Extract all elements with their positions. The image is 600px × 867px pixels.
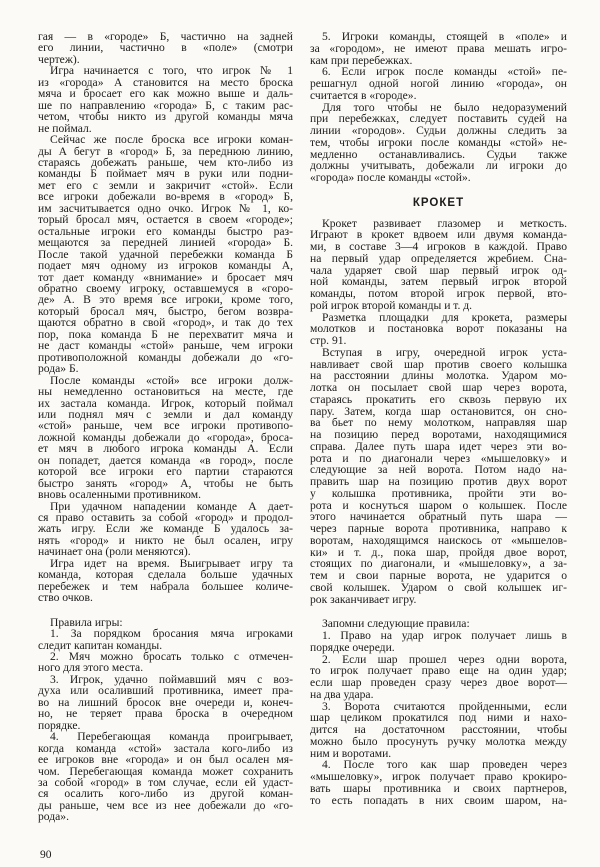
text-line: все игроки добежали во-время в «город» Б, (38, 190, 293, 204)
text-line: 1. Право на удар игрок получает лишь в (322, 629, 567, 642)
text-line: у колышка противника, пройти эти во- (310, 486, 567, 500)
text-line: ной команды, затем первый игрок второй (310, 275, 567, 289)
text-line: вать шары противника и своих партнеров, (310, 781, 567, 795)
text-line: справа. Далее путь шара идет через эти во- (310, 439, 567, 453)
text-section (38, 31, 293, 604)
text-line: рок заканчивает игру. (310, 592, 417, 606)
text-line: При удачном нападении команде А дает- (50, 499, 293, 513)
text-line: должны учитывать, добежали ли игроки до (310, 159, 567, 173)
text-line: 3. Игрок, удачно поймавший мяч с воз- (50, 672, 293, 686)
text-line: свой колышек. Ударом о свой колышек иг- (310, 580, 567, 594)
text-line: ше по направлению «города» Б, с таким рас- (38, 98, 293, 112)
text-line: рота и коснуться шаром о колышек. После (310, 498, 567, 512)
text-line: на позицию перед воротами, находящимися (310, 428, 567, 441)
paragraph (310, 312, 567, 347)
text-line: или поднял мяч с земли и дал команду (38, 407, 293, 421)
text-line: команды Б поймает мяч в руки или подни- (38, 167, 293, 181)
text-line: быстро занять «город» А, чтобы не быть (38, 476, 293, 490)
text-line: Крокет развивает глазомер и меткость. (322, 216, 567, 230)
text-line: перебежек и тем набрала большее количе- (38, 579, 293, 593)
text-line: если шар проведен сразу через двое ворот— (310, 676, 567, 689)
paragraph (38, 731, 293, 823)
text-line: духа или осаливший противника, имеет пра- (38, 684, 293, 698)
text-line: стараясь добежать раньше, чем кто-либо из (38, 155, 293, 169)
text-line: этого начинается обратный путь шара — (310, 510, 567, 524)
text-line: Для того чтобы не было недоразумений (322, 100, 567, 114)
text-line: остальные игроки его команды быстро раз- (38, 224, 293, 238)
text-line: мещаются за передней линией «города» Б. (38, 236, 293, 250)
text-line: во на лишний бросок вне очереди и, конеч- (38, 695, 293, 709)
text-section (310, 198, 567, 606)
paragraph (310, 102, 567, 184)
text-line: вновь осаленными противником. (38, 488, 201, 502)
text-line: их застала команда. Игрок, который поймал (38, 396, 293, 410)
text-line: нять «город» и никто не был осален, игру (38, 533, 293, 547)
text-line: но, не теряет права броска в очередном (38, 707, 293, 721)
text-line: 2. Мяч можно бросать только с отмечен- (50, 650, 293, 664)
text-line: когда команда «стой» застала кого-либо из (38, 741, 293, 755)
text-line: которой все игроки его партии стараются (38, 465, 293, 479)
text-line: чертеж). (38, 52, 80, 66)
text-line: пару. Затем, когда шар остановится, он сно- (310, 404, 567, 418)
text-line: кам при перебежках. (310, 53, 413, 67)
text-line: шар целиком прокатился под ними и нахо- (310, 711, 567, 725)
paragraph (38, 65, 293, 134)
text-line: линии «городов». Судьи должны следить за (310, 124, 567, 137)
text-line: дится на достаточном расстоянии, чтобы (310, 723, 567, 736)
text-line: ного для этого места. (38, 661, 144, 675)
text-section (310, 618, 567, 806)
text-line: чала ударяет свой шар первый игрок од- (310, 263, 567, 277)
text-line: тот дает команду «внимание» и бросает мяч (38, 270, 293, 284)
text-line: пор, пока команда Б не перехватит мяча и (38, 327, 293, 341)
text-line: Игра начинается с того, что игрок № 1 (50, 64, 293, 78)
text-line: из «города» А становится на место броска (38, 75, 293, 89)
paragraph (38, 674, 293, 731)
text-line: можно было просунуть ручку молотка между (310, 734, 567, 748)
text-line: следующие за ней ворота. Потом надо на- (310, 463, 567, 477)
text-line: Играют в крокет вдвоем или двумя команда- (310, 228, 567, 242)
text-line: После такой удачной перебежки команда Б (38, 247, 293, 261)
text-line: 6. Если игрок после команды «стой» пе- (322, 65, 567, 79)
text-line: порядке очереди. (310, 640, 395, 654)
text-line: считается в «городе». (310, 88, 417, 102)
text-line: «стой» раньше, чем все игроки противопо- (38, 419, 293, 433)
text-line: ним и воротами. (310, 746, 392, 760)
text-line: де» А. В это время все игроки, кроме того, (38, 293, 293, 307)
text-line: щаются обратно в свой «город», и так до тех (38, 316, 293, 330)
text-line: Запомни следующие правила: (322, 617, 470, 631)
text-line: 5. Игроки команды, стоящей в «поле» и (322, 30, 567, 43)
paragraph (38, 375, 293, 501)
text-line: обратно своему игроку, оставшемуся в «горо- (38, 281, 293, 295)
text-line: при перебежках, следует поставить судей на (310, 112, 567, 126)
text-line: начинает она (роли меняются). (38, 545, 191, 559)
text-line: Вступая в игру, очередной игрок уста- (322, 345, 567, 359)
paragraph (310, 347, 567, 606)
text-line: команда, которая сделала больше удачных (38, 568, 293, 582)
text-line: жать игру. Если же команде Б удалось за- (38, 522, 293, 536)
text-line: рой игрок второй команды и т. д. (310, 298, 473, 312)
page-number: 90 (40, 849, 52, 861)
text-line: рода» Б. (38, 362, 79, 376)
text-line: им засчитывается одно очко. Игрок № 1, ко- (38, 201, 293, 215)
text-line: следит капитан команды. (38, 638, 163, 652)
paragraph (310, 66, 567, 101)
text-section (38, 617, 293, 823)
text-line: мяча и бросает его как можно выше и даль- (38, 87, 293, 101)
text-line: мет его с земли и закричит «стой». Если (38, 178, 293, 192)
text-line: 4. Перебегающая команда проигрывает, (50, 730, 293, 744)
paragraph (38, 558, 293, 604)
left-column (38, 31, 293, 823)
paragraph (310, 31, 567, 66)
text-line: навливает свой шар против своего колышка (310, 357, 567, 371)
text-line: медленно останавливались. Судьи также (310, 147, 567, 161)
text-section (310, 31, 567, 184)
paragraph (310, 630, 567, 654)
text-line: не поймал. (38, 121, 92, 135)
text-line: ки» и т. д., пока шар, пройдя двое ворот, (310, 545, 567, 559)
text-line: «мышеловку», игрок получает право крокиро- (310, 770, 567, 783)
text-line: 1. За порядком бросания мяча игроками (50, 627, 293, 641)
text-line: воротам, находящимся наискось от «мышелов- (310, 533, 567, 547)
text-line: тем, чтобы игроки после команды «стой» не- (310, 135, 567, 149)
text-line: править шар на позицию против двух ворот (310, 475, 567, 488)
text-line: гая — в «городе» Б, частично на задней (38, 30, 293, 43)
text-line: порядке. (38, 718, 81, 732)
paragraph (38, 501, 293, 558)
text-line: Разметка площадки для крокета, размеры (322, 310, 567, 324)
paragraph (310, 218, 567, 312)
text-line: на два удара. (310, 687, 374, 701)
text-line: на первый удар определяется жребием. Сна- (310, 251, 567, 265)
text-line: он попадет, дается команда «в город», после (38, 453, 293, 467)
text-line: 3. Ворота считаются пройденными, если (322, 699, 567, 713)
text-line: ся право оставить за собой «город» и продол- (38, 511, 293, 525)
text-line: 4. После того как шар проведен через (322, 758, 567, 772)
text-line: стоящих по диагонали, и «мышеловку», а за- (310, 557, 567, 571)
text-line: команды, потом второй игрок первой, вто- (310, 287, 567, 300)
text-line: ство очков. (38, 591, 93, 605)
text-line: Сейчас же после броска все игроки коман- (50, 133, 293, 147)
text-line: за собой «город» в том случае, если ей удаст- (38, 776, 293, 789)
text-line: ложной команды добежали до «города», броса- (38, 430, 293, 444)
text-line: его линии, частично в «поле» (смотри (38, 41, 293, 55)
text-line: ее игроков вне «города» и он был осален мя- (38, 753, 293, 767)
text-line: четом, чтобы никто из другой команды мяча (38, 110, 293, 124)
text-line: стр. 91. (310, 334, 347, 347)
text-line: ва бьет по нему молотком, направляя шар (310, 416, 567, 430)
text-line: подает мяч одному из игроков команды А, (38, 259, 293, 273)
text-line: ды А бегут в «город» Б, за переднюю линию, (38, 144, 293, 158)
text-line: Правила игры: (50, 615, 123, 629)
text-line: рода». (38, 810, 69, 824)
text-line: через парные ворота противника, направо к (310, 522, 567, 535)
text-line: на расстоянии длины молотка. Ударом мо- (310, 369, 567, 383)
paragraph (38, 31, 293, 65)
text-line: «города» после команды «стой». (310, 171, 471, 184)
text-line: который бросал мяч, быстро, бегом возвра- (38, 304, 293, 318)
paragraph (310, 701, 567, 760)
text-line: то игрок получает право еще на один удар; (310, 664, 567, 678)
text-line: не даст команды «стой» раньше, чем игроки (38, 339, 293, 353)
text-line: то есть попадать в них своим шаром, на- (310, 793, 567, 807)
paragraph (38, 134, 293, 375)
paragraph (38, 651, 293, 674)
text-line: 2. Если шар прошел через одни ворота, (322, 652, 567, 666)
text-line: за «городом», не имеют права мешать игро- (310, 41, 567, 55)
paragraph (310, 654, 567, 701)
text-line: ся осалить кого-либо из другой коман- (38, 787, 293, 801)
text-line: Игра идет на время. Выигрывает игру та (50, 556, 293, 570)
paragraph (38, 628, 293, 651)
text-line: ды раньше, чем все из нее добежали до «го- (38, 798, 293, 812)
text-line: противоположной команды добежали до «го- (38, 350, 293, 364)
text-line: лотка он посылает свой шар через ворота, (310, 381, 567, 394)
text-line: ет мяч в любого игрока команды А. Если (38, 442, 293, 456)
text-line: ны немедленно остановиться на месте, где (38, 385, 293, 399)
text-line: решагнул одной ногой линию «города», он (310, 77, 567, 90)
text-line: После команды «стой» все игроки долж- (50, 373, 293, 387)
text-line: чом. Перебегающая команда может сохранить (38, 764, 293, 778)
text-line: торый бросал мяч, остается в своем «городе»; (38, 213, 293, 227)
text-line: рота и по диагонали через «мышеловку» и (310, 451, 567, 465)
text-line: стараясь прокатить его сквозь первую их (310, 392, 567, 406)
right-column (310, 31, 567, 806)
paragraph (310, 759, 567, 806)
text-line: ми, в составе 3—4 игроков в каждой. Право (310, 240, 567, 253)
text-line: тем и свои парные ворота, не ударится о (310, 569, 567, 582)
section-heading: КРОКЕТ (412, 196, 465, 209)
text-line: молотков и постановка ворот показаны на (310, 322, 567, 336)
